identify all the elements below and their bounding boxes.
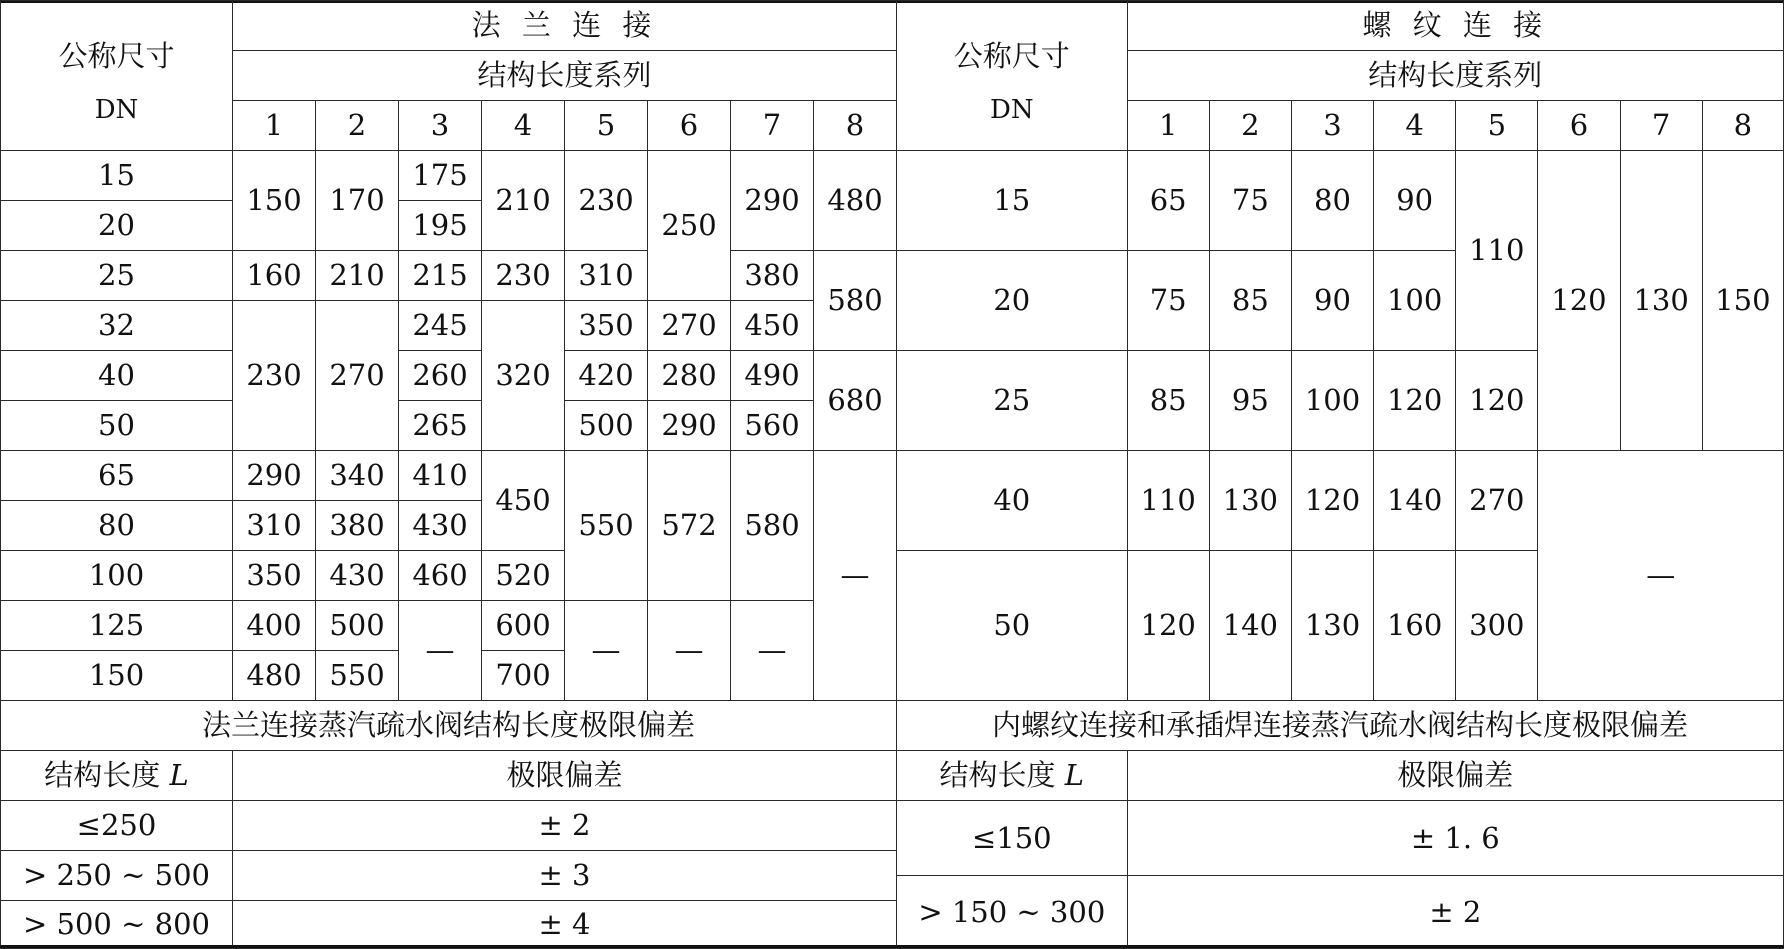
- dn-header: [1, 1, 233, 151]
- dn-value: 65: [1, 451, 233, 501]
- dn-value: 15: [1, 151, 233, 201]
- table-cell: 380: [316, 501, 399, 551]
- threaded-tolerance-title: 内螺纹连接和承插焊连接蒸汽疏水阀结构长度极限偏差: [897, 701, 1784, 751]
- dn-value: 32: [1, 301, 233, 351]
- table-cell: 250: [648, 151, 731, 301]
- table-cell: 230: [482, 251, 565, 301]
- dn-value: 100: [1, 551, 233, 601]
- tolerance-range: > 500 ~ 800: [1, 901, 233, 949]
- series-number: 1: [233, 101, 316, 151]
- tolerance-value: ± 3: [233, 851, 897, 901]
- table-cell: 550: [316, 651, 399, 701]
- table-cell: 290: [233, 451, 316, 501]
- table-cell: 420: [565, 351, 648, 401]
- table-cell: 100: [1374, 251, 1456, 351]
- dn-value: 125: [1, 601, 233, 651]
- flange-tolerance-title: 法兰连接蒸汽疏水阀结构长度极限偏差: [1, 701, 897, 751]
- table-cell: 85: [1127, 351, 1209, 451]
- table-cell: 80: [1291, 151, 1373, 251]
- tolerance-length-header: [897, 751, 1128, 801]
- table-cell: 270: [1456, 451, 1538, 551]
- flange-series-title: 结构长度系列: [233, 51, 897, 101]
- table-cell: 230: [233, 301, 316, 451]
- series-number: 3: [1291, 101, 1373, 151]
- dn-value: 50: [1, 401, 233, 451]
- dn-value: 25: [897, 351, 1128, 451]
- table-cell: 290: [648, 401, 731, 451]
- table-cell: 600: [482, 601, 565, 651]
- table-cell: 120: [1291, 451, 1373, 551]
- dn-value: 80: [1, 501, 233, 551]
- table-cell: —: [731, 601, 814, 701]
- table-cell: 130: [1291, 551, 1373, 701]
- table-cell: 380: [731, 251, 814, 301]
- table-cell: 572: [648, 451, 731, 601]
- table-cell: 95: [1209, 351, 1291, 451]
- tolerance-range: > 250 ~ 500: [1, 851, 233, 901]
- threaded-group-title: 螺 纹 连 接: [1127, 1, 1783, 51]
- table-cell: 310: [565, 251, 648, 301]
- table-cell: 290: [731, 151, 814, 251]
- table-cell: 75: [1127, 251, 1209, 351]
- table-cell: 450: [731, 301, 814, 351]
- table-cell: 130: [1620, 151, 1702, 451]
- table-cell: 500: [316, 601, 399, 651]
- table-cell: 90: [1291, 251, 1373, 351]
- series-number: 5: [565, 101, 648, 151]
- dn-header-label: 公称尺寸: [953, 39, 1070, 73]
- series-number: 5: [1456, 101, 1538, 151]
- table-cell: 260: [399, 351, 482, 401]
- table-cell: 580: [814, 251, 897, 351]
- dn-value: 50: [897, 551, 1128, 701]
- series-number: 6: [648, 101, 731, 151]
- table-cell: 550: [565, 451, 648, 601]
- tolerance-range: ≤150: [897, 801, 1128, 876]
- tolerance-value: ± 4: [233, 901, 897, 949]
- table-cell: 520: [482, 551, 565, 601]
- series-number: 8: [1702, 101, 1783, 151]
- table-cell: 85: [1209, 251, 1291, 351]
- series-number: 7: [731, 101, 814, 151]
- dn-header-label: 公称尺寸: [58, 39, 175, 73]
- tolerance-range: ≤250: [1, 801, 233, 851]
- table-cell: 480: [233, 651, 316, 701]
- series-number: 4: [482, 101, 565, 151]
- tolerance-range: > 150 ~ 300: [897, 876, 1128, 949]
- table-cell: 215: [399, 251, 482, 301]
- table-cell: 150: [1702, 151, 1783, 451]
- table-cell: 400: [233, 601, 316, 651]
- dn-value: 40: [897, 451, 1128, 551]
- tolerance-value: ± 1. 6: [1127, 801, 1783, 876]
- table-cell: —: [399, 601, 482, 701]
- series-number: 8: [814, 101, 897, 151]
- table-cell: 500: [565, 401, 648, 451]
- dn-header-code: DN: [94, 95, 139, 125]
- dn-value: 20: [1, 201, 233, 251]
- table-cell: 430: [399, 501, 482, 551]
- tolerance-length-variable: L: [169, 758, 189, 792]
- dn-header: [897, 1, 1128, 151]
- table-cell: 120: [1127, 551, 1209, 701]
- table-cell: 130: [1209, 451, 1291, 551]
- series-number: 7: [1620, 101, 1702, 151]
- table-cell: 340: [316, 451, 399, 501]
- tolerance-length-header: [1, 751, 233, 801]
- table-cell: 490: [731, 351, 814, 401]
- tolerance-deviation-header: 极限偏差: [1127, 751, 1783, 801]
- table-cell: 580: [731, 451, 814, 601]
- tolerance-length-variable: L: [1064, 758, 1085, 792]
- table-cell: 140: [1374, 451, 1456, 551]
- table-cell: 680: [814, 351, 897, 451]
- flange-group-title: 法 兰 连 接: [233, 1, 897, 51]
- table-cell: 410: [399, 451, 482, 501]
- table-cell: 140: [1209, 551, 1291, 701]
- series-number: 3: [399, 101, 482, 151]
- table-cell: 320: [482, 301, 565, 451]
- table-cell: 150: [233, 151, 316, 251]
- table-cell: 210: [316, 251, 399, 301]
- table-cell: 210: [482, 151, 565, 251]
- threaded-connection-table: [896, 0, 1784, 949]
- dn-value: 20: [897, 251, 1128, 351]
- dn-header-code: DN: [990, 95, 1034, 125]
- table-cell: —: [648, 601, 731, 701]
- table-cell: 100: [1291, 351, 1373, 451]
- table-cell: 90: [1374, 151, 1456, 251]
- table-cell: 75: [1209, 151, 1291, 251]
- threaded-series-title: 结构长度系列: [1127, 51, 1783, 101]
- dn-value: 150: [1, 651, 233, 701]
- table-cell: 480: [814, 151, 897, 251]
- series-number: 2: [316, 101, 399, 151]
- dn-value: 25: [1, 251, 233, 301]
- table-cell: 265: [399, 401, 482, 451]
- series-number: 1: [1127, 101, 1209, 151]
- table-cell: 120: [1374, 351, 1456, 451]
- series-number: 6: [1538, 101, 1620, 151]
- table-cell: 450: [482, 451, 565, 551]
- table-cell: 170: [316, 151, 399, 251]
- tolerance-value: ± 2: [1127, 876, 1783, 949]
- table-cell: 245: [399, 301, 482, 351]
- table-cell: 230: [565, 151, 648, 251]
- table-cell: 65: [1127, 151, 1209, 251]
- table-cell: 175: [399, 151, 482, 201]
- table-cell: 310: [233, 501, 316, 551]
- table-cell: 160: [1374, 551, 1456, 701]
- series-number: 2: [1209, 101, 1291, 151]
- table-cell: 350: [233, 551, 316, 601]
- tolerance-deviation-header: 极限偏差: [233, 751, 897, 801]
- table-cell: 560: [731, 401, 814, 451]
- table-cell: 120: [1456, 351, 1538, 451]
- tolerance-value: ± 2: [233, 801, 897, 851]
- table-cell: —: [1538, 451, 1784, 701]
- tolerance-length-label: 结构长度: [939, 758, 1056, 792]
- tolerance-length-label: 结构长度: [44, 758, 161, 792]
- table-cell: 160: [233, 251, 316, 301]
- table-cell: —: [565, 601, 648, 701]
- table-cell: 700: [482, 651, 565, 701]
- table-cell: 120: [1538, 151, 1620, 451]
- table-cell: 280: [648, 351, 731, 401]
- table-cell: 110: [1127, 451, 1209, 551]
- table-cell: 300: [1456, 551, 1538, 701]
- table-cell: 195: [399, 201, 482, 251]
- table-cell: 430: [316, 551, 399, 601]
- series-number: 4: [1374, 101, 1456, 151]
- table-cell: 460: [399, 551, 482, 601]
- dn-value: 40: [1, 351, 233, 401]
- dn-value: 15: [897, 151, 1128, 251]
- table-cell: —: [814, 451, 897, 701]
- table-cell: 350: [565, 301, 648, 351]
- table-cell: 270: [648, 301, 731, 351]
- table-cell: 110: [1456, 151, 1538, 351]
- table-cell: 270: [316, 301, 399, 451]
